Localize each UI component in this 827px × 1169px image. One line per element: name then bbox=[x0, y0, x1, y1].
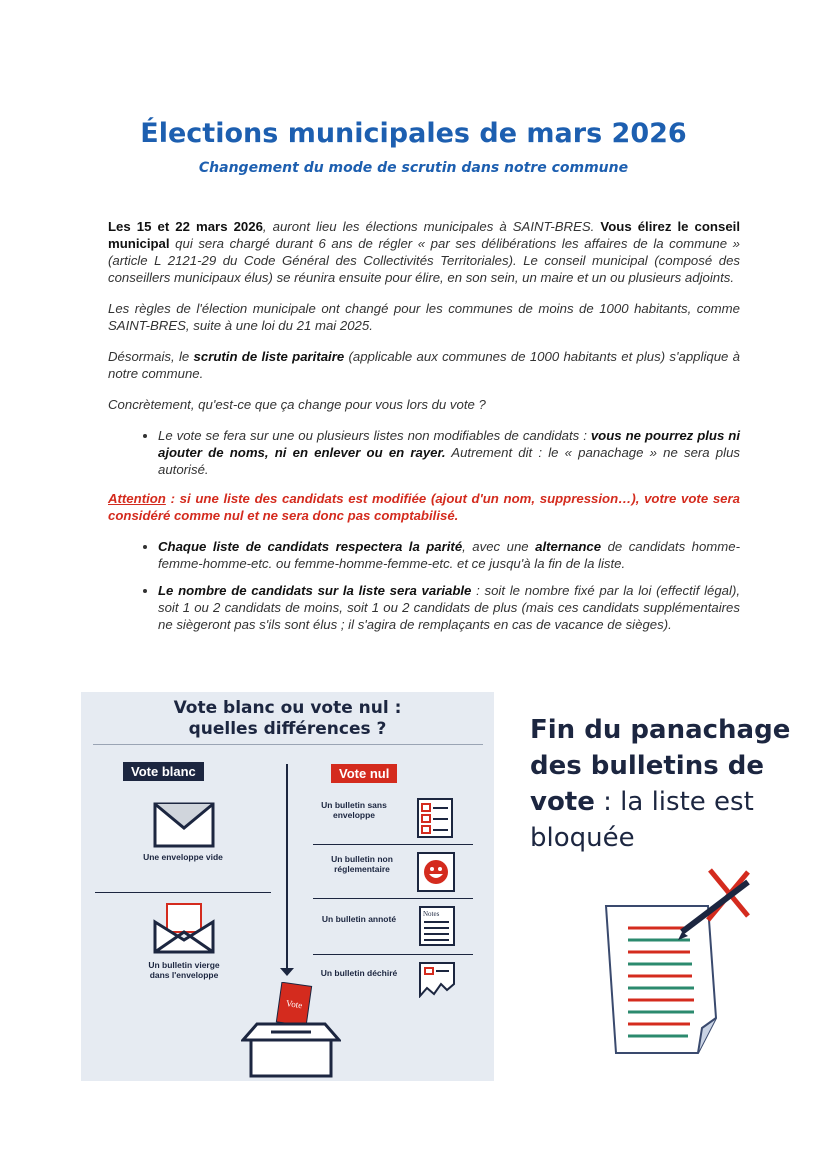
article-body bbox=[108, 218, 740, 645]
arrow-down-icon bbox=[280, 968, 294, 976]
blanc-item-2: Un bulletin vierge dans l'enveloppe bbox=[148, 960, 220, 980]
warning-label: Attention bbox=[108, 491, 166, 506]
divider bbox=[93, 744, 483, 745]
paragraph-question: Concrètement, qu'est-ce que ça change pour vous lors du vote ? bbox=[108, 397, 486, 412]
page-title: Élections municipales de mars 2026 bbox=[140, 118, 687, 149]
paragraph-scrutin: Désormais, le scrutin de liste paritaire (applicable aux communes de 1000 habitants et plus) s'applique à notre commune. bbox=[108, 349, 741, 381]
nul-item-2: Un bulletin non réglementaire bbox=[331, 854, 393, 874]
infographic-title: Vote blanc ou vote nul : quelles différences ? bbox=[173, 698, 402, 739]
paragraph-rules: Les règles de l'élection municipale ont changé pour les communes de moins de 1000 habitants, comme SAINT-BRES, suite à une loi du 21 mai 2025. bbox=[108, 301, 740, 333]
blanc-item-1: Une enveloppe vide bbox=[143, 852, 223, 862]
crossed-list-icon bbox=[598, 868, 768, 1078]
warning-paragraph: Attention : si une liste des candidats est modifiée (ajout d'un nom, suppression…), votre vote sera considéré comme nul et ne sera donc pas comptabilisé. bbox=[108, 491, 740, 523]
checklist-icon bbox=[417, 798, 453, 838]
bullet-list-2 bbox=[108, 538, 740, 633]
nul-item-4: Un bulletin déchiré bbox=[320, 968, 398, 978]
vote-blanc-nul-infographic bbox=[81, 692, 494, 1081]
election-dates: Les 15 et 22 mars 2026 bbox=[108, 219, 263, 234]
ballot-label: Vote bbox=[285, 998, 303, 1011]
vote-blanc-badge: Vote blanc bbox=[123, 762, 204, 781]
page-subtitle: Changement du mode de scrutin dans notre commune bbox=[198, 160, 629, 176]
vote-nul-badge: Vote nul bbox=[331, 764, 397, 783]
torn-ballot-icon bbox=[419, 962, 455, 998]
smiley-ballot-icon bbox=[417, 852, 455, 892]
nul-item-3: Un bulletin annoté bbox=[321, 914, 397, 924]
envelope-icon bbox=[153, 802, 215, 848]
panachage-callout: Fin du panachage des bulletins de vote : la liste est bloquée bbox=[530, 715, 791, 853]
bullet-list-1 bbox=[108, 427, 740, 478]
separator bbox=[95, 892, 271, 893]
center-line bbox=[286, 764, 288, 969]
nul-item-1: Un bulletin sans enveloppe bbox=[321, 800, 387, 820]
separator bbox=[313, 954, 473, 955]
ballot-box-icon bbox=[241, 982, 341, 1078]
notes-label: Notes bbox=[423, 910, 440, 918]
envelope-with-ballot-icon bbox=[153, 902, 215, 954]
separator bbox=[313, 844, 473, 845]
separator bbox=[313, 898, 473, 899]
list-item: • Chaque liste de candidats respectera la parité, avec une alternance de candidats homme-femme-homme-etc. ou femme-homme-femme-etc. et ce jusqu'à la fin de la liste. bbox=[158, 538, 740, 572]
list-item: • Le nombre de candidats sur la liste sera variable : soit le nombre fixé par la loi (effectif légal), soit 1 ou 2 candidats de moins, soit 1 ou 2 candidats de plus (mais ces candidats supplémentaires ne siègeront pas s'ils sont élus ; il s'agira de remplaçants en cas de vacance de sièges). bbox=[158, 582, 740, 633]
notes-icon bbox=[419, 906, 455, 946]
paragraph-intro: Les 15 et 22 mars 2026, auront lieu les élections municipales à SAINT-BRES. Vous élirez le conseil municipal qui sera chargé durant 6 ans de régler « par ses délibérations les affaires de la commune » (article L 2121-29 du Code Général des Collectivités Territoriales). Le conseil municipal (composé des conseillers municipaux élus) se réunira ensuite pour élire, en son sein, un maire et un ou plusieurs adjoints. bbox=[108, 219, 740, 285]
list-item: • Le vote se fera sur une ou plusieurs listes non modifiables de candidats : vous ne pourrez plus ni ajouter de noms, ni en enlever ou en rayer. Autrement dit : le « panachage » ne sera plus autorisé. bbox=[158, 427, 740, 478]
